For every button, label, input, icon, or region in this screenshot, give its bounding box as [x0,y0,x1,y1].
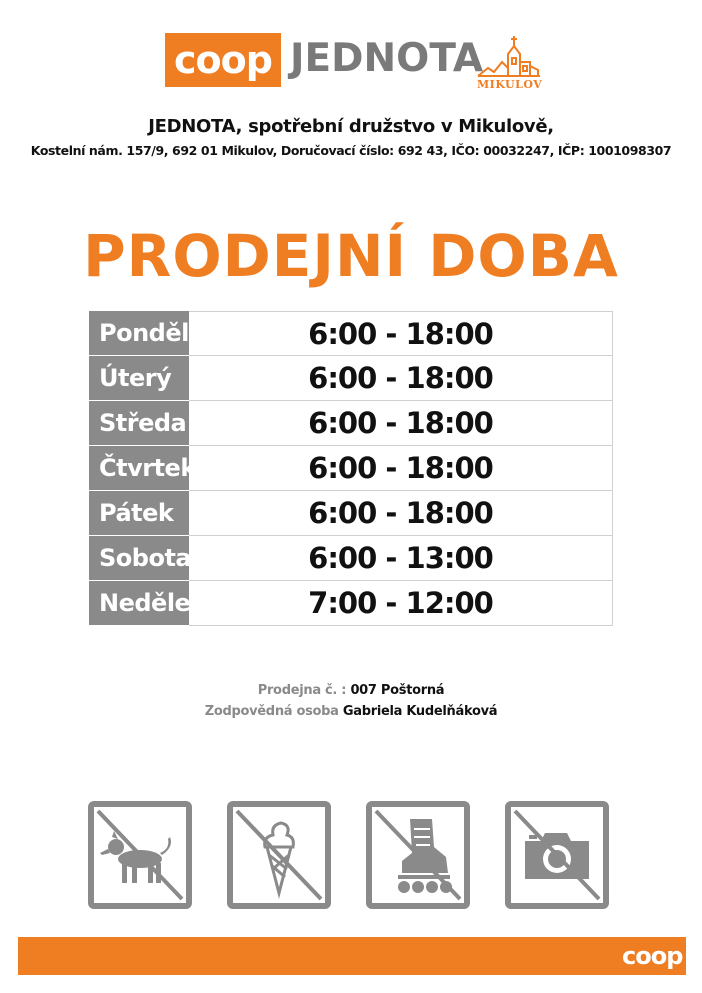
page-title: PRODEJNÍ DOBA [83,222,619,290]
hours-row-tuesday [89,356,613,401]
store-number-line [0,683,702,704]
day-label: Pondělí [89,311,189,356]
day-label: Pátek [89,491,189,536]
day-label: Sobota [89,536,189,581]
day-label: Středa [89,401,189,446]
day-label: Čtvrtek [89,446,189,491]
footer-coop-logo: coop [622,942,683,970]
time-value: 6:00 - 18:00 [189,356,613,401]
hours-row-thursday [89,446,613,491]
no-camera-icon [511,807,603,903]
time-value: 6:00 - 18:00 [189,446,613,491]
time-value: 6:00 - 18:00 [189,401,613,446]
store-number-label: Prodejna č. : [257,683,347,698]
hours-row-friday [89,491,613,536]
time-value: 7:00 - 12:00 [189,581,613,626]
no-dogs-icon [94,807,186,903]
no-rollerblades-icon [372,807,464,903]
hours-row-monday [89,311,613,356]
company-address: Kostelní nám. 157/9, 692 01 Mikulov, Doručovací číslo: 692 43, IČO: 00032247, IČP: 1001098307 [30,143,672,158]
no-rollerblades-sign [366,801,470,909]
responsible-person-line [0,704,702,725]
day-label: Neděle [89,581,189,626]
footer-bar [18,937,686,975]
responsible-person-value: Gabriela Kudelňáková [342,704,498,719]
brand-name: JEDNOTA [290,36,484,81]
opening-hours-table [89,311,613,626]
no-icecream-icon [233,807,325,903]
time-value: 6:00 - 18:00 [189,311,613,356]
coop-logo-text: coop [174,38,272,82]
no-camera-sign [505,801,609,909]
mikulov-label: MIKULOV [477,78,543,91]
day-label: Úterý [89,356,189,401]
company-name: JEDNOTA, spotřební družstvo v Mikulově, [148,116,554,137]
store-number-value: 007 Poštorná [350,683,445,698]
hours-row-saturday [89,536,613,581]
store-info [0,683,702,725]
hours-row-wednesday [89,401,613,446]
coop-logo [165,33,281,87]
time-value: 6:00 - 13:00 [189,536,613,581]
no-dogs-sign [88,801,192,909]
hours-row-sunday [89,581,613,626]
time-value: 6:00 - 18:00 [189,491,613,536]
no-icecream-sign [227,801,331,909]
responsible-person-label: Zodpovědná osoba [204,704,339,719]
